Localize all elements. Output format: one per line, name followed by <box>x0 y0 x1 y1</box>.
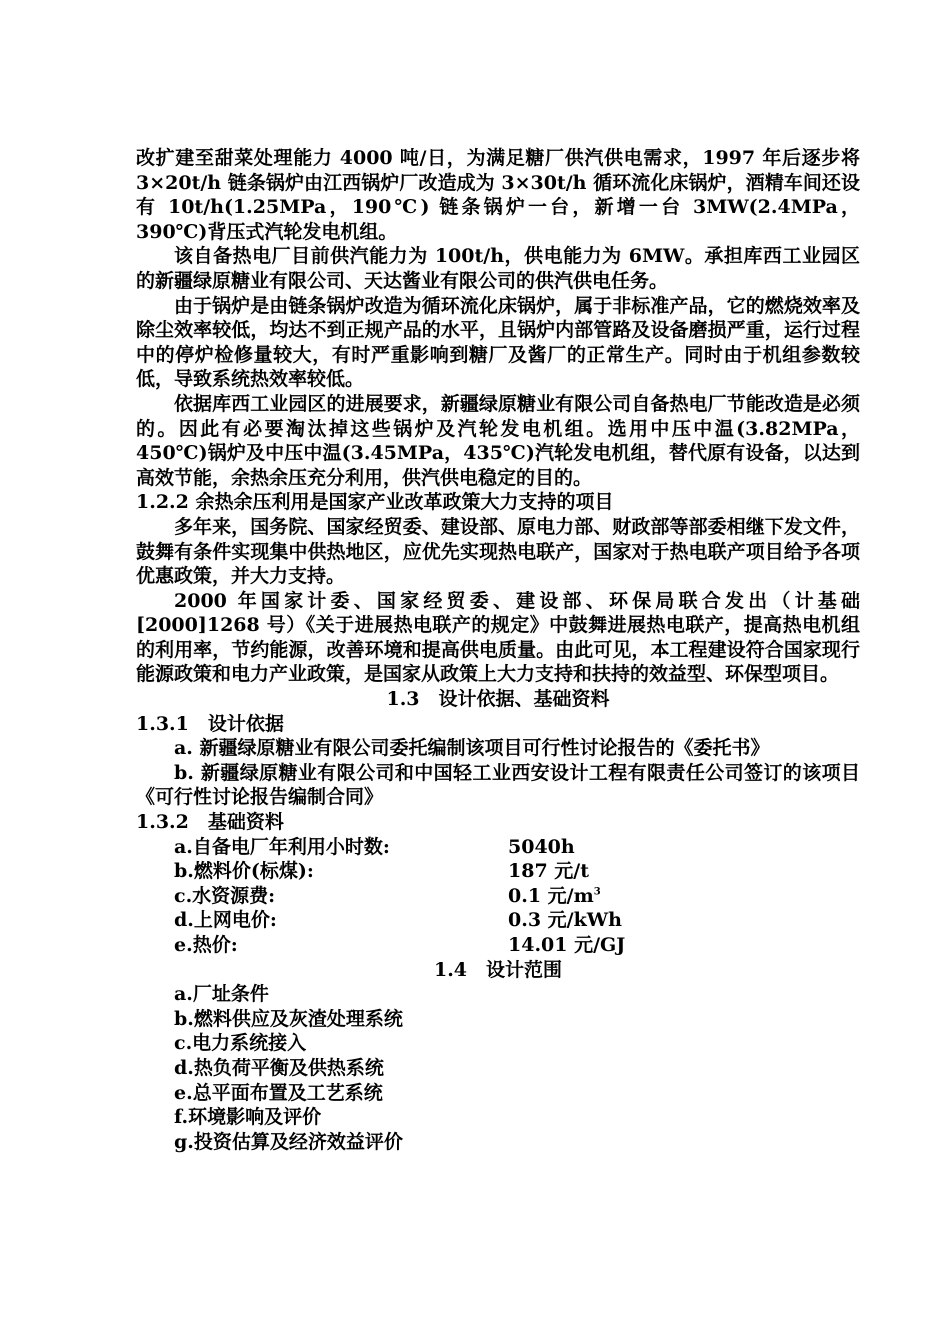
heading-1-3-2: 1.3.2 基础资料 <box>136 811 284 834</box>
heading-1-2-2: 1.2.2 余热余压利用是国家产业改革政策大力支持的项目 <box>136 491 614 514</box>
scope-item: d.热负荷平衡及供热系统 <box>174 1056 384 1079</box>
basis-item-a: a. 新疆绿原糖业有限公司委托编制该项目可行性讨论报告的《委托书》 <box>174 737 770 760</box>
parameter-label: e.热价: <box>174 934 238 956</box>
scope-item: b.燃料供应及灰渣处理系统 <box>174 1007 403 1030</box>
scope-item: c.电力系统接入 <box>174 1032 307 1055</box>
paragraph-4: 依据库西工业园区的进展要求，新疆绿原糖业有限公司自备热电厂节能改造是必须的。因此有必要淘汰掉这些锅炉及汽轮发电机组。选用中压中温(3.82MPa，450℃)锅炉及中压中温(3.45MPa，435℃)汽轮发电机组，替代原有设备，以达到高效节能，余热余压充分利用，供汽供电稳定的目的。 <box>136 392 860 489</box>
parameter-value-wrap <box>508 884 860 909</box>
parameter-label: b.燃料价(标煤): <box>174 860 314 883</box>
scope-item: f.环境影响及评价 <box>174 1106 322 1129</box>
parameter-label: c.水资源费: <box>174 884 276 907</box>
parameter-list <box>136 835 860 958</box>
basis-item-b: b. 新疆绿原糖业有限公司和中国轻工业西安设计工程有限责任公司签订的该项目《可行性讨论报告编制合同》 <box>136 761 860 809</box>
parameter-label: d.上网电价: <box>174 909 277 932</box>
heading-1-3-1: 1.3.1 设计依据 <box>136 712 284 735</box>
document-page <box>136 146 860 1154</box>
superscript: 3 <box>593 886 601 898</box>
paragraph-3: 由于锅炉是由链条锅炉改造为循环流化床锅炉，属于非标准产品，它的燃烧效率及除尘效率较低，均达不到正规产品的水平，且锅炉内部管路及设备磨损严重，运行过程中的停炉检修量较大，有时严重影响到糖厂及酱厂的正常生产。同时由于机组参数较低，导致系统热效率较低。 <box>136 294 860 391</box>
paragraph-2: 该自备热电厂目前供汽能力为 100t/h，供电能力为 6MW。承担库西工业园区的新疆绿原糖业有限公司、天达酱业有限公司的供汽供电任务。 <box>136 245 860 292</box>
scope-item: a.厂址条件 <box>174 983 269 1006</box>
paragraph-5: 多年来，国务院、国家经贸委、建设部、原电力部、财政部等部委相继下发文件，鼓舞有条件实现集中供热地区，应优先实现热电联产，国家对于热电联产项目给予各项优惠政策，并大力支持。 <box>136 515 860 588</box>
heading-1-3: 1.3 设计依据、基础资料 <box>386 688 610 711</box>
parameter-row <box>136 884 860 909</box>
parameter-row <box>136 835 860 860</box>
parameter-value: 0.3 元/kWh <box>508 909 622 932</box>
paragraph-6: 2000 年国家计委、国家经贸委、建设部、环保局联合发出（计基础[2000]1268 号）《关于进展热电联产的规定》中鼓舞进展热电联产，提高热电机组的利用率，节约能源，改善环境和提高供电质量。由此可见，本工程建设符合国家现行能源政策和电力产业政策，是国家从政策上大力支持和扶持的效益型、环保型项目。 <box>136 589 860 686</box>
parameter-label: a.自备电厂年利用小时数: <box>174 835 390 858</box>
parameter-value: 5040h <box>508 835 575 858</box>
parameter-row <box>136 933 860 958</box>
parameter-row <box>136 859 860 884</box>
parameter-value: 0.1 元/m <box>508 884 594 907</box>
parameter-row <box>136 908 860 933</box>
parameter-value: 187 元/t <box>508 860 589 883</box>
paragraph-1: 改扩建至甜菜处理能力 4000 吨/日，为满足糖厂供汽供电需求，1997 年后逐步将 3×20t/h 链条锅炉由江西锅炉厂改造成为 3×30t/h 循环流化床锅炉，酒精车间还设有 10t/h(1.25MPa，190℃) 链条锅炉一台，新增一台 3MW(2.4MPa，390℃)背压式汽轮发电机组。 <box>136 147 860 243</box>
scope-item: e.总平面布置及工艺系统 <box>174 1081 383 1104</box>
scope-item: g.投资估算及经济效益评价 <box>174 1130 403 1153</box>
scope-list <box>136 982 860 1154</box>
parameter-value: 14.01 元/GJ <box>508 934 626 956</box>
heading-1-4: 1.4 设计范围 <box>433 958 563 981</box>
